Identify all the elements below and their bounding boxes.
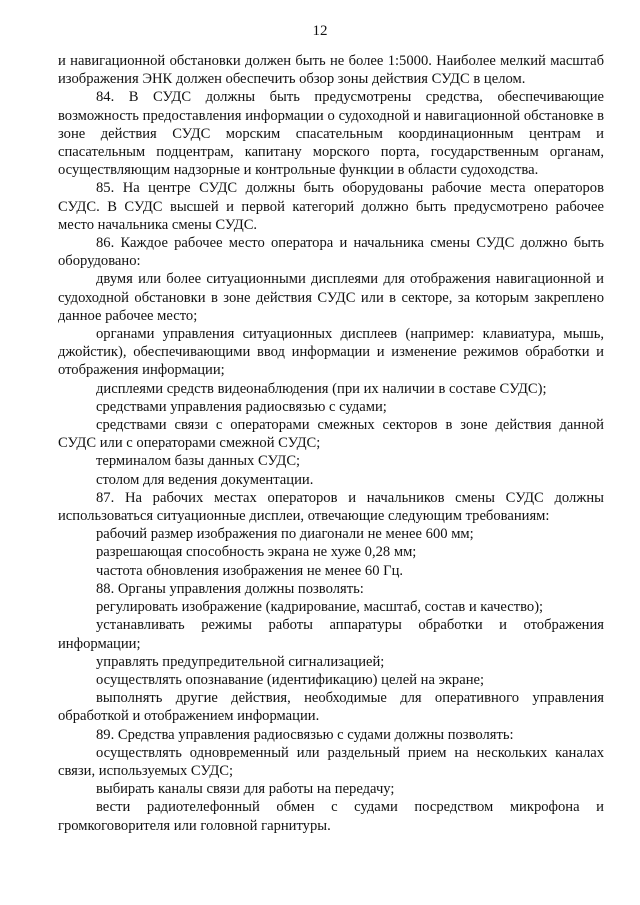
list-item-database-terminal: терминалом базы данных СУДС; (96, 453, 301, 470)
list-item-alarms: управлять предупредительной сигнализацией; (96, 653, 385, 670)
list-item-operator-comms: средствами связи с операторами смежных секторов в зоне действия данной СУДС или с операторами смежной СУДС; (58, 417, 604, 452)
list-item-radio-controls: средствами управления радиосвязью с судами; (96, 398, 387, 415)
paragraph-86: 86. Каждое рабочее место оператора и начальника смены СУДС должно быть оборудовано: (58, 235, 604, 270)
paragraph-85: 85. На центре СУДС должны быть оборудованы рабочие места операторов СУДС. В СУДС высшей и первой категорий должно быть предусмотрено рабочее место начальника смены СУДС. (58, 180, 604, 233)
list-item-set-modes: устанавливать режимы работы аппаратуры обработки и отображения информации; (58, 617, 604, 652)
list-item-radiotelephone: вести радиотелефонный обмен с судами посредством микрофона и громкоговорителя или головной гарнитуры. (58, 799, 604, 834)
document-body (58, 52, 604, 835)
list-item-refresh-rate: частота обновления изображения не менее 60 Гц. (96, 562, 404, 579)
page-number: 12 (312, 23, 328, 39)
paragraph-88: 88. Органы управления должны позволять: (96, 580, 364, 597)
list-item-adjust-image: регулировать изображение (кадрирование, масштаб, состав и качество); (96, 599, 544, 616)
paragraph-89: 89. Средства управления радиосвязью с судами должны позволять: (96, 726, 514, 743)
list-item-resolution: разрешающая способность экрана не хуже 0,28 мм; (96, 544, 417, 561)
list-item-other-actions: выполнять другие действия, необходимые для оперативного управления обработкой и отображением информации. (58, 690, 604, 725)
list-item-desk: столом для ведения документации. (96, 471, 314, 488)
paragraph-87: 87. На рабочих местах операторов и начальников смены СУДС должны использоваться ситуационные дисплеи, отвечающие следующим требованиям: (58, 489, 604, 525)
paragraph-84: 84. В СУДС должны быть предусмотрены средства, обеспечивающие возможность предоставления информации о судоходной и навигационной обстановке в зоне действия СУДС морским спасательным координационным центрам и спасательным подцентрам, капитану морского порта, государственным органам, осуществляющим надзорные и контрольные функции в области судоходства. (58, 89, 604, 179)
list-item-identification: осуществлять опознавание (идентификацию) целей на экране; (96, 671, 485, 688)
list-item-select-channels: выбирать каналы связи для работы на передачу; (96, 781, 395, 798)
paragraph-continuation: и навигационной обстановки должен быть не более 1:5000. Наиболее мелкий масштаб изображения ЭНК должен обеспечить обзор зоны действия СУДС в целом. (58, 53, 604, 88)
list-item-diagonal: рабочий размер изображения по диагонали не менее 600 мм; (96, 526, 474, 543)
list-item-multi-channel: осуществлять одновременный или раздельный прием на нескольких каналах связи, используемых СУДС; (58, 744, 604, 779)
list-item-display-controls: органами управления ситуационных дисплеев (например: клавиатура, мышь, джойстик), обеспечивающими ввод информации и изменение режимов обработки и отображения информации; (58, 326, 604, 379)
list-item-video-displays: дисплеями средств видеонаблюдения (при их наличии в составе СУДС); (96, 380, 547, 397)
list-item-displays: двумя или более ситуационными дисплеями для отображения навигационной и судоходной обстановки в зоне действия СУДС или в секторе, за которым закреплено данное рабочее место; (58, 271, 604, 324)
